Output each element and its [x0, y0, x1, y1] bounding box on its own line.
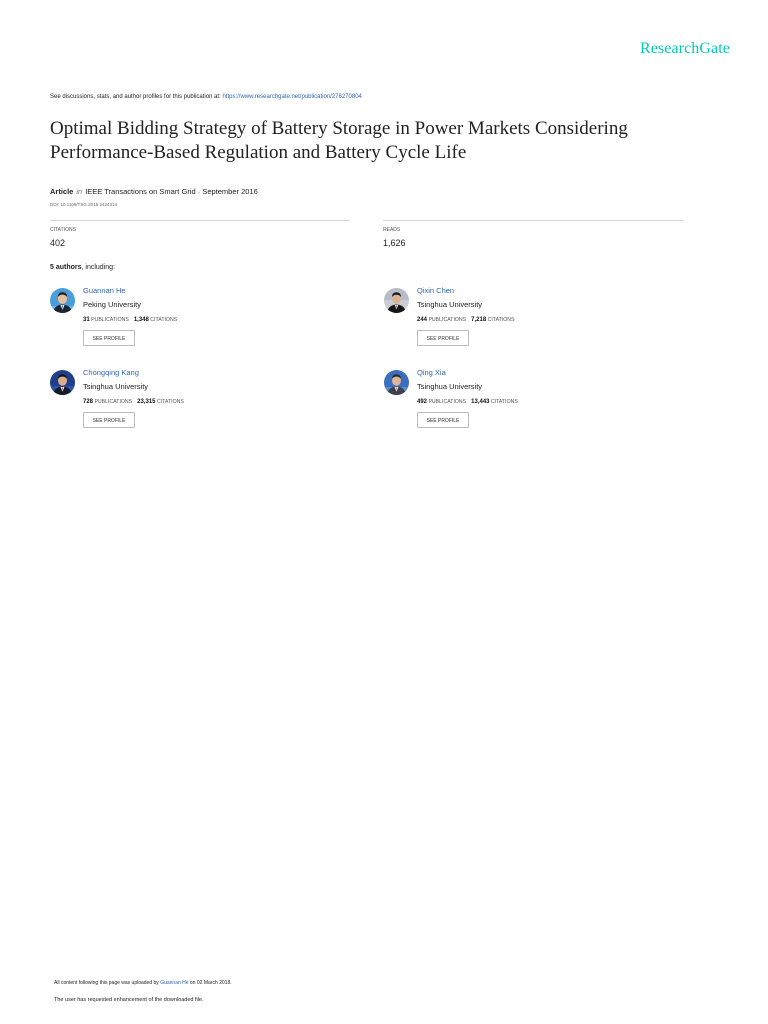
- see-profile-button[interactable]: SEE PROFILE: [83, 412, 135, 428]
- publication-meta: [50, 187, 258, 196]
- publication-url-link[interactable]: https://www.researchgate.net/publication/276270804: [222, 94, 362, 100]
- authors-count-number: 5 authors: [50, 264, 82, 271]
- author-card: [50, 368, 350, 438]
- see-profile-button[interactable]: SEE PROFILE: [83, 330, 135, 346]
- publication-title: Optimal Bidding Strategy of Battery Storage in Power Markets Considering Performance-Based Regulation and Battery Cycle Life: [50, 118, 628, 163]
- author-publications-label: PUBLICATIONS: [94, 399, 133, 405]
- discussions-line: [50, 94, 362, 100]
- avatar[interactable]: [384, 288, 409, 313]
- author-citations-label: CITATIONS: [150, 317, 178, 323]
- author-citations-count: 1,348: [133, 317, 149, 323]
- author-citations-label: CITATIONS: [487, 317, 515, 323]
- citations-value: 402: [50, 238, 66, 248]
- author-name-link[interactable]: Chongqing Kang: [83, 368, 139, 377]
- upload-suffix: on 02 March 2018.: [188, 980, 232, 986]
- upload-note: [54, 980, 232, 986]
- author-stats: [417, 399, 518, 405]
- author-stats: [83, 399, 184, 405]
- author-citations-count: 7,218: [471, 317, 487, 323]
- avatar[interactable]: [384, 370, 409, 395]
- avatar-photo-icon: [50, 288, 75, 313]
- author-name-link[interactable]: Guannan He: [83, 286, 126, 295]
- reads-label: READS: [383, 227, 401, 233]
- author-citations-label: CITATIONS: [156, 399, 184, 405]
- publication-type: Article: [50, 187, 74, 196]
- author-publications-label: PUBLICATIONS: [91, 317, 129, 323]
- author-institution: Tsinghua University: [417, 300, 483, 309]
- author-card: [50, 286, 350, 356]
- citations-label: CITATIONS: [50, 227, 76, 233]
- author-publications-count: 244: [417, 317, 428, 323]
- uploader-link[interactable]: Guannan He: [160, 980, 189, 986]
- avatar-photo-icon: [384, 288, 409, 313]
- avatar-photo-icon: [50, 370, 75, 395]
- researchgate-logo[interactable]: ResearchGate: [639, 40, 730, 57]
- author-name-link[interactable]: Qixin Chen: [417, 286, 455, 295]
- author-stats: [83, 317, 177, 323]
- publication-venue: IEEE Transactions on Smart Grid · September 2016: [85, 187, 258, 196]
- upload-prefix: All content following this page was uploaded by: [54, 980, 161, 986]
- citations-stat: [50, 220, 350, 248]
- author-name-link[interactable]: Qing Xia: [417, 368, 446, 377]
- author-institution: Peking University: [83, 300, 141, 309]
- avatar[interactable]: [50, 288, 75, 313]
- avatar[interactable]: [50, 370, 75, 395]
- see-profile-button[interactable]: SEE PROFILE: [417, 412, 469, 428]
- authors-count: [50, 264, 115, 271]
- avatar-photo-icon: [384, 370, 409, 395]
- author-institution: Tsinghua University: [417, 382, 483, 391]
- in-word: in: [76, 187, 83, 196]
- author-citations-label: CITATIONS: [490, 399, 518, 405]
- author-citations-count: 13,443: [471, 399, 490, 405]
- author-citations-count: 23,315: [137, 399, 156, 405]
- author-card: [384, 368, 684, 438]
- reads-stat: [383, 220, 684, 248]
- author-institution: Tsinghua University: [83, 382, 149, 391]
- discussions-prefix: See discussions, stats, and author profiles for this publication at:: [50, 94, 223, 100]
- see-profile-button[interactable]: SEE PROFILE: [417, 330, 469, 346]
- enhancement-note: The user has requested enhancement of the downloaded file.: [54, 997, 204, 1003]
- author-publications-label: PUBLICATIONS: [428, 399, 467, 405]
- authors-count-suffix: , including:: [81, 264, 115, 271]
- author-publications-count: 728: [83, 399, 94, 405]
- author-card: [384, 286, 684, 356]
- author-stats: [417, 317, 515, 323]
- author-publications-label: PUBLICATIONS: [428, 317, 467, 323]
- publication-doi: DOI: 10.1109/TSG.2015.2424314: [50, 202, 117, 207]
- reads-value: 1,626: [383, 238, 406, 248]
- author-publications-count: 492: [417, 399, 428, 405]
- author-publications-count: 31: [83, 317, 90, 323]
